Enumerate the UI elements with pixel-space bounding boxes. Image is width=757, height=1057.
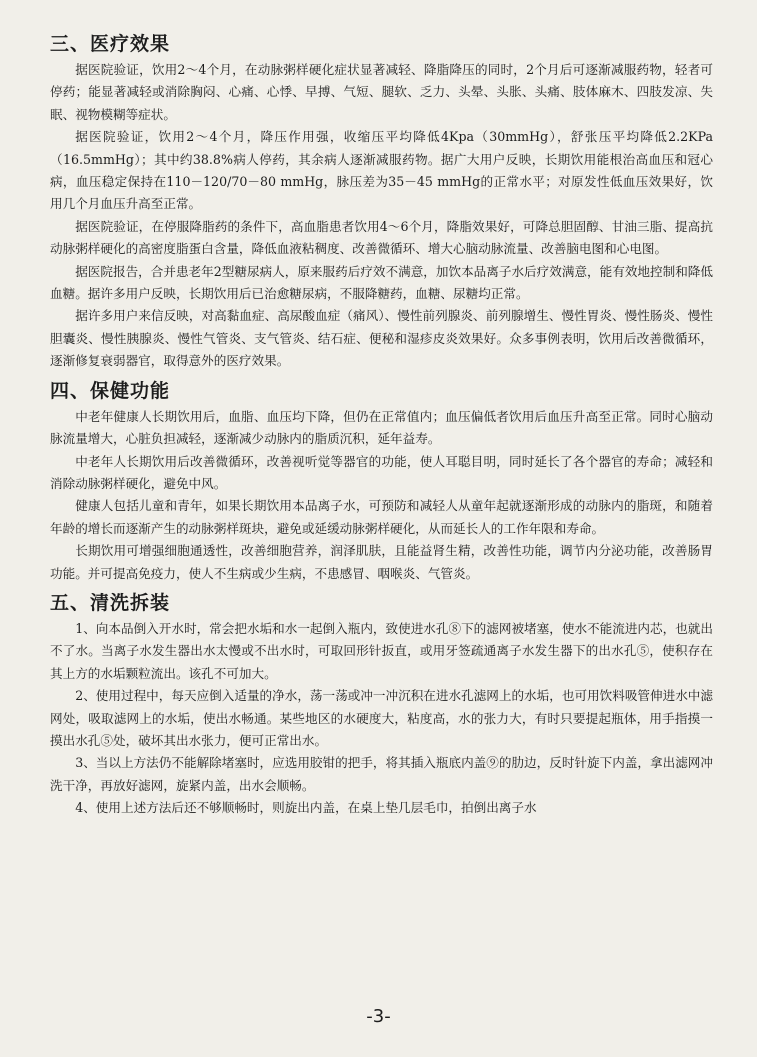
paragraph: 据医院验证，在停服降脂药的条件下，高血脂患者饮用4～6个月，降脂效果好，可降总胆固醇、甘油三脂、提高抗动脉粥样硬化的高密度脂蛋白含量，降低血液粘稠度、改善微循环、增大心脑动脉流量、改善脑电图和心电图。 bbox=[50, 218, 713, 257]
section-title: 五、清洗拆装 bbox=[50, 591, 171, 614]
paragraph: 中老年人长期饮用后改善微循环，改善视听觉等器官的功能，使人耳聪目明，同时延长了各个器官的寿命；减轻和消除动脉粥样硬化，避免中风。 bbox=[50, 453, 713, 491]
paragraph: 长期饮用可增强细胞通透性，改善细胞营养，润泽肌肤，且能益肾生精，改善性功能，调节内分泌功能，改善肠胃功能。并可提高免疫力，使人不生病或少生病，不患感冒、咽喉炎、气管炎。 bbox=[50, 543, 713, 581]
paragraph: 2、使用过程中，每天应倒入适量的净水，荡一荡或冲一冲沉积在进水孔滤网上的水垢，也可用饮料吸管伸进水中滤网处，吸取滤网上的水垢，使出水畅通。某些地区的水硬度大，粘度高，水的张力大，有时只要提起瓶体，用手指摸一摸出水孔⑤处，破坏其出水张力，便可正常出水。 bbox=[50, 688, 713, 748]
section-title: 三、医疗效果 bbox=[50, 33, 171, 55]
section-medical-effects bbox=[50, 32, 713, 373]
section-cleaning-disassembly bbox=[50, 591, 713, 820]
paragraph: 据医院报告，合并患老年2型糖尿病人，原来服药后疗效不满意，加饮本品离子水后疗效满意，能有效地控制和降低血糖。据许多用户反映，长期饮用后已治愈糖尿病，不服降糖药，血糖、尿糖均正常。 bbox=[50, 263, 713, 302]
paragraph: 1、向本品倒入开水时，常会把水垢和水一起倒入瓶内，致使进水孔⑧下的滤网被堵塞，使水不能流进内芯，也就出不了水。当离子水发生器出水太慢或不出水时，可取回形针扳直，或用牙签疏通离子水发生器下的出水孔⑤，使积存在其上方的水垢颗粒流出。该孔不可加大。 bbox=[50, 620, 713, 681]
paragraph: 据医院验证，饮用2～4个月，在动脉粥样硬化症状显著减轻、降脂降压的同时，2个月后可逐渐减服药物，轻者可停药；能显著减轻或消除胸闷、心痛、心悸、早搏、气短、腿软、乏力、头晕、头胀、头痛、肢体麻木、四肢发凉、失眠、视物模糊等症状。 bbox=[50, 62, 713, 122]
paragraph: 据医院验证，饮用2～4个月，降压作用强，收缩压平均降低4Kpa（30mmHg），舒张压平均降低2.2KPa（16.5mmHg）；其中约38.8%病人停药，其余病人逐渐减服药物。据广大用户反映，长期饮用能根治高血压和冠心病，血压稳定保持在110－120/70－80 mmHg，脉压差为35－45 mmHg的正常水平；对原发性低血压效果好，饮用几个月血压升高至正常。 bbox=[50, 129, 713, 212]
paragraph: 中老年健康人长期饮用后，血脂、血压均下降，但仍在正常值内；血压偏低者饮用后血压升高至正常。同时心脑动脉流量增大，心脏负担减轻，逐渐减少动脉内的脂质沉积，延年益寿。 bbox=[50, 408, 713, 447]
section-title: 四、保健功能 bbox=[50, 379, 171, 402]
section-health-functions bbox=[50, 379, 713, 585]
paragraph: 4、使用上述方法后还不够顺畅时，则旋出内盖，在桌上垫几层毛巾，拍倒出离子水 bbox=[75, 800, 537, 816]
paragraph: 3、当以上方法仍不能解除堵塞时，应选用胶钳的把手，将其插入瓶底内盖⑨的肋边，反时针旋下内盖，拿出滤网冲洗干净，再放好滤网，旋紧内盖，出水会顺畅。 bbox=[50, 755, 713, 793]
paragraph: 据许多用户来信反映，对高黏血症、高尿酸血症（痛风）、慢性前列腺炎、前列腺增生、慢性胃炎、慢性肠炎、慢性胆囊炎、慢性胰腺炎、慢性气管炎、支气管炎、结石症、便秘和湿疹皮炎效果好。众多事例表明，饮用后改善微循环，逐渐修复衰弱器官，取得意外的医疗效果。 bbox=[50, 308, 713, 369]
paragraph: 健康人包括儿童和青年，如果长期饮用本品离子水，可预防和减轻人从童年起就逐渐形成的动脉内的脂斑，和随着年龄的增长而逐渐产生的动脉粥样斑块，避免或延缓动脉粥样硬化，从而延长人的工作年限和寿命。 bbox=[50, 498, 713, 536]
page-number: -3- bbox=[366, 1006, 391, 1027]
